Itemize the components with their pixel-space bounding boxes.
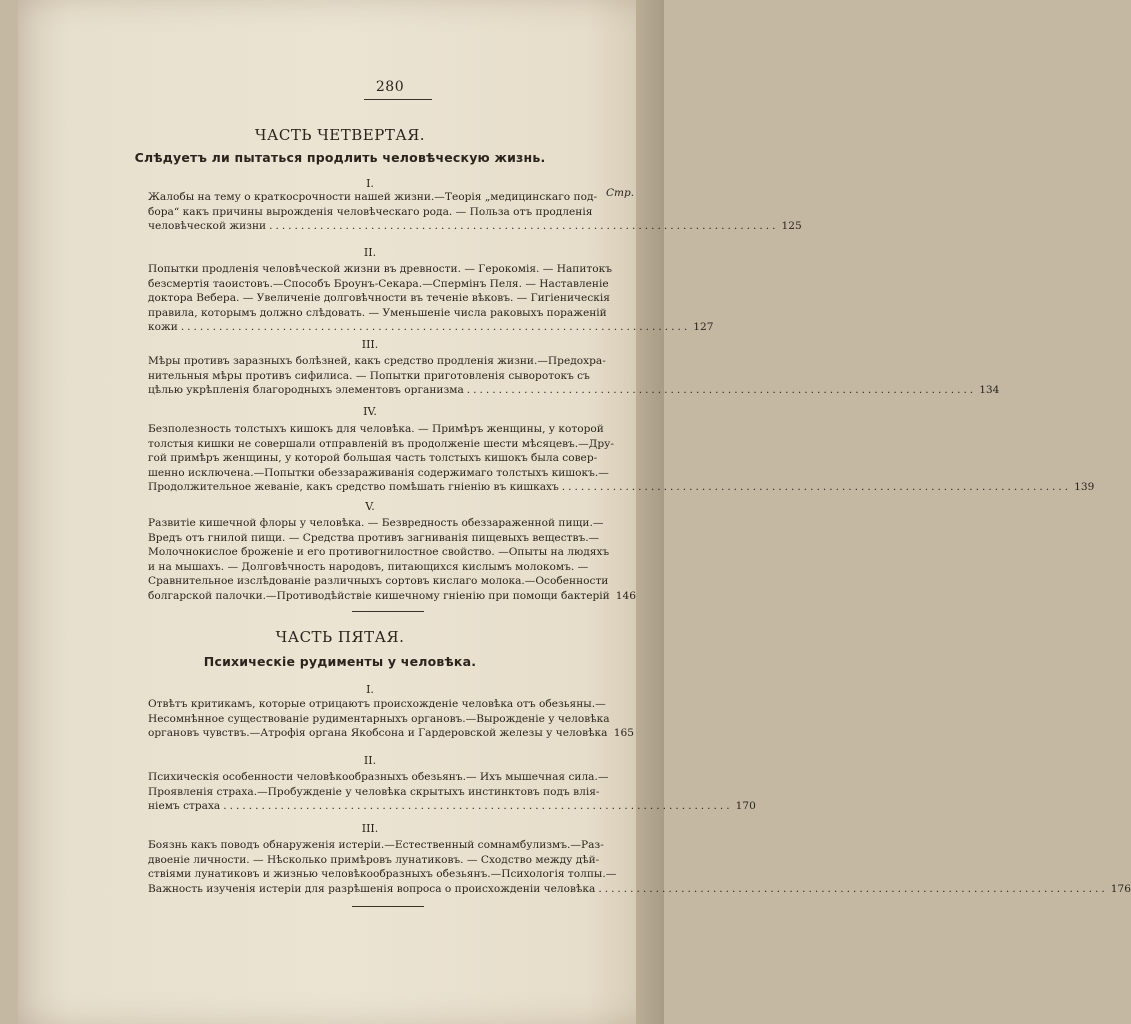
entry-line: ствіями лунатиковъ и жизнью человѣкообразныхъ обезьянъ.—Психологія толпы.— xyxy=(148,868,617,880)
entry-last-line xyxy=(148,726,634,741)
section-numeral: IV. xyxy=(363,405,377,418)
entry-line: толстыя кишки не совершали отправленій въ продолженіе шести мѣсяцевъ.—Дру- xyxy=(148,437,614,450)
entry-line: Молочнокислое броженіе и его противогнилостное свойство. —Опыты на людяхъ xyxy=(148,546,610,558)
leader-dots: ................................................................................ xyxy=(466,384,977,396)
entry-last-line xyxy=(148,219,802,234)
leader-dots: ................................................................................ xyxy=(223,800,733,812)
entry-line: двоеніе личности. — Нѣсколько примѣровъ лунатиковъ. — Сходство между дѣй- xyxy=(148,853,600,866)
entry-line: бора“ какъ причины вырожденія человѣческаго рода. — Польза отъ продленія xyxy=(148,205,593,218)
part-four-subtitle: Слѣдуетъ ли пытаться продлить человѣческую жизнь. xyxy=(134,150,546,165)
entry-last-line xyxy=(148,799,756,814)
entry-line: нительныя мѣры противъ сифилиса. — Попытки приготовленія сыворотокъ съ xyxy=(148,369,590,382)
page-ref: 170 xyxy=(735,800,756,812)
part-five-subtitle: Психическіе рудименты у человѣка. xyxy=(203,654,477,669)
entry-line: Проявленія страха.—Пробужденіе у человѣка скрытыхъ инстинктовъ подъ влія- xyxy=(148,785,600,798)
entry-line: человѣческой жизни xyxy=(148,220,267,232)
entry-line: кожи xyxy=(148,321,178,333)
end-rule xyxy=(352,906,424,907)
entry-last-line xyxy=(148,480,1095,495)
entry-line: Мѣры противъ заразныхъ болѣзней, какъ средство продленія жизни.—Предохра- xyxy=(148,355,606,367)
page-ref: 134 xyxy=(979,384,1000,396)
toc-entry xyxy=(148,354,1000,398)
entry-last-line xyxy=(148,882,1131,897)
toc-entry xyxy=(148,838,1131,896)
page-ref: 146 xyxy=(615,589,636,602)
section-numeral: I. xyxy=(366,177,374,190)
entry-line: ніемъ страха xyxy=(148,800,221,812)
entry-line: доктора Вебера. — Увеличеніе долговѣчности въ теченіе вѣковъ. — Гигіеническія xyxy=(148,292,610,304)
entry-line: Вредъ отъ гнилой пищи. — Средства противъ загниванія пищевыхъ веществъ.— xyxy=(148,531,600,544)
entry-line: Развитіе кишечной флоры у человѣка. — Безвредность обеззараженной пищи.— xyxy=(148,517,604,529)
section-numeral: III. xyxy=(361,822,379,835)
entry-last-line xyxy=(148,589,634,604)
section-numeral: I. xyxy=(366,683,374,696)
entry-line: Сравнительное изслѣдованіе различныхъ сортовъ кислаго молока.—Особенности xyxy=(148,575,609,587)
leader-dots: ................................................................................ xyxy=(598,882,1108,895)
entry-line: шенно исключена.—Попытки обеззараживанія содержимаго толстыхъ кишокъ.— xyxy=(148,466,609,479)
section-numeral: III. xyxy=(361,338,379,351)
page-ref: 127 xyxy=(693,321,714,333)
section-numeral: V. xyxy=(365,500,375,513)
entry-line: Боязнь какъ поводъ обнаруженія истеріи.—Естественный сомнамбулизмъ.—Раз- xyxy=(148,839,604,851)
page-column-label: Стр. xyxy=(606,187,635,199)
entry-line: цѣлью укрѣпленія благородныхъ элементовъ организма xyxy=(148,384,464,396)
part-five-title: ЧАСТЬ ПЯТАЯ. xyxy=(275,628,405,646)
entry-line: органовъ чувствъ.—Атрофія органа Якобсона и Гардеровской железы у человѣка xyxy=(148,727,608,739)
entry-last-line xyxy=(148,383,1000,398)
entry-line: гой примѣръ женщины, у которой большая часть толстыхъ кишокъ была совер- xyxy=(148,452,598,464)
leader-dots: ................................................................................ xyxy=(269,220,779,232)
leader-dots: ................................................................................ xyxy=(561,481,1072,493)
leader-dots: ................................................................................ xyxy=(180,321,691,333)
toc-entry xyxy=(148,422,1095,495)
page-edge-shadow xyxy=(636,0,664,1024)
entry-line: и на мышахъ. — Долговѣчность народовъ, питающихся кислымъ молокомъ. — xyxy=(148,560,589,573)
entry-last-line xyxy=(148,320,714,335)
entry-line: Попытки продленія человѣческой жизни въ древности. — Герокомія. — Напитокъ xyxy=(148,263,613,275)
page-number-rule xyxy=(364,99,432,100)
section-numeral: II. xyxy=(363,754,377,767)
part-four-title: ЧАСТЬ ЧЕТВЕРТАЯ. xyxy=(254,126,426,144)
page-ref: 165 xyxy=(613,727,634,739)
entry-line: Отвѣтъ критикамъ, которые отрицаютъ происхожденіе человѣка отъ обезьяны.— xyxy=(148,698,606,710)
entry-line: Жалобы на тему о краткосрочности нашей жизни.—Теорія „медицинскаго под- xyxy=(148,191,598,203)
page-ref: 125 xyxy=(781,220,802,232)
toc-entry xyxy=(148,190,802,234)
entry-line: Психическія особенности человѣкообразныхъ обезьянъ.— Ихъ мышечная сила.— xyxy=(148,771,609,783)
entry-line: Продолжительное жеваніе, какъ средство помѣшать гніенію въ кишкахъ xyxy=(148,481,559,493)
entry-line: Безполезность толстыхъ кишокъ для человѣка. — Примѣръ женщины, у которой xyxy=(148,423,604,435)
toc-entry xyxy=(148,697,634,741)
toc-entry xyxy=(148,516,634,603)
page-number: 280 xyxy=(375,79,405,95)
toc-entry xyxy=(148,770,756,814)
section-numeral: II. xyxy=(363,246,377,259)
entry-line: Важность изученія истеріи для разрѣшенія вопроса о происхожденіи человѣка xyxy=(148,882,596,895)
entry-line: болгарской палочки.—Противодѣйствіе кишечному гніенію при помощи бактерій xyxy=(148,589,610,602)
part-divider-rule xyxy=(352,611,424,612)
page-ref: 176 xyxy=(1110,882,1131,895)
entry-line: Несомнѣнное существованіе рудиментарныхъ органовъ.—Вырожденіе у человѣка xyxy=(148,712,610,725)
entry-line: безсмертія таоистовъ.—Способъ Броунъ-Секара.—Спермінъ Пеля. — Наставленіе xyxy=(148,277,609,290)
toc-entry xyxy=(148,262,714,335)
entry-line: правила, которымъ должно слѣдовать. — Уменьшеніе числа раковыхъ пораженій xyxy=(148,306,607,319)
page-ref: 139 xyxy=(1074,481,1095,493)
